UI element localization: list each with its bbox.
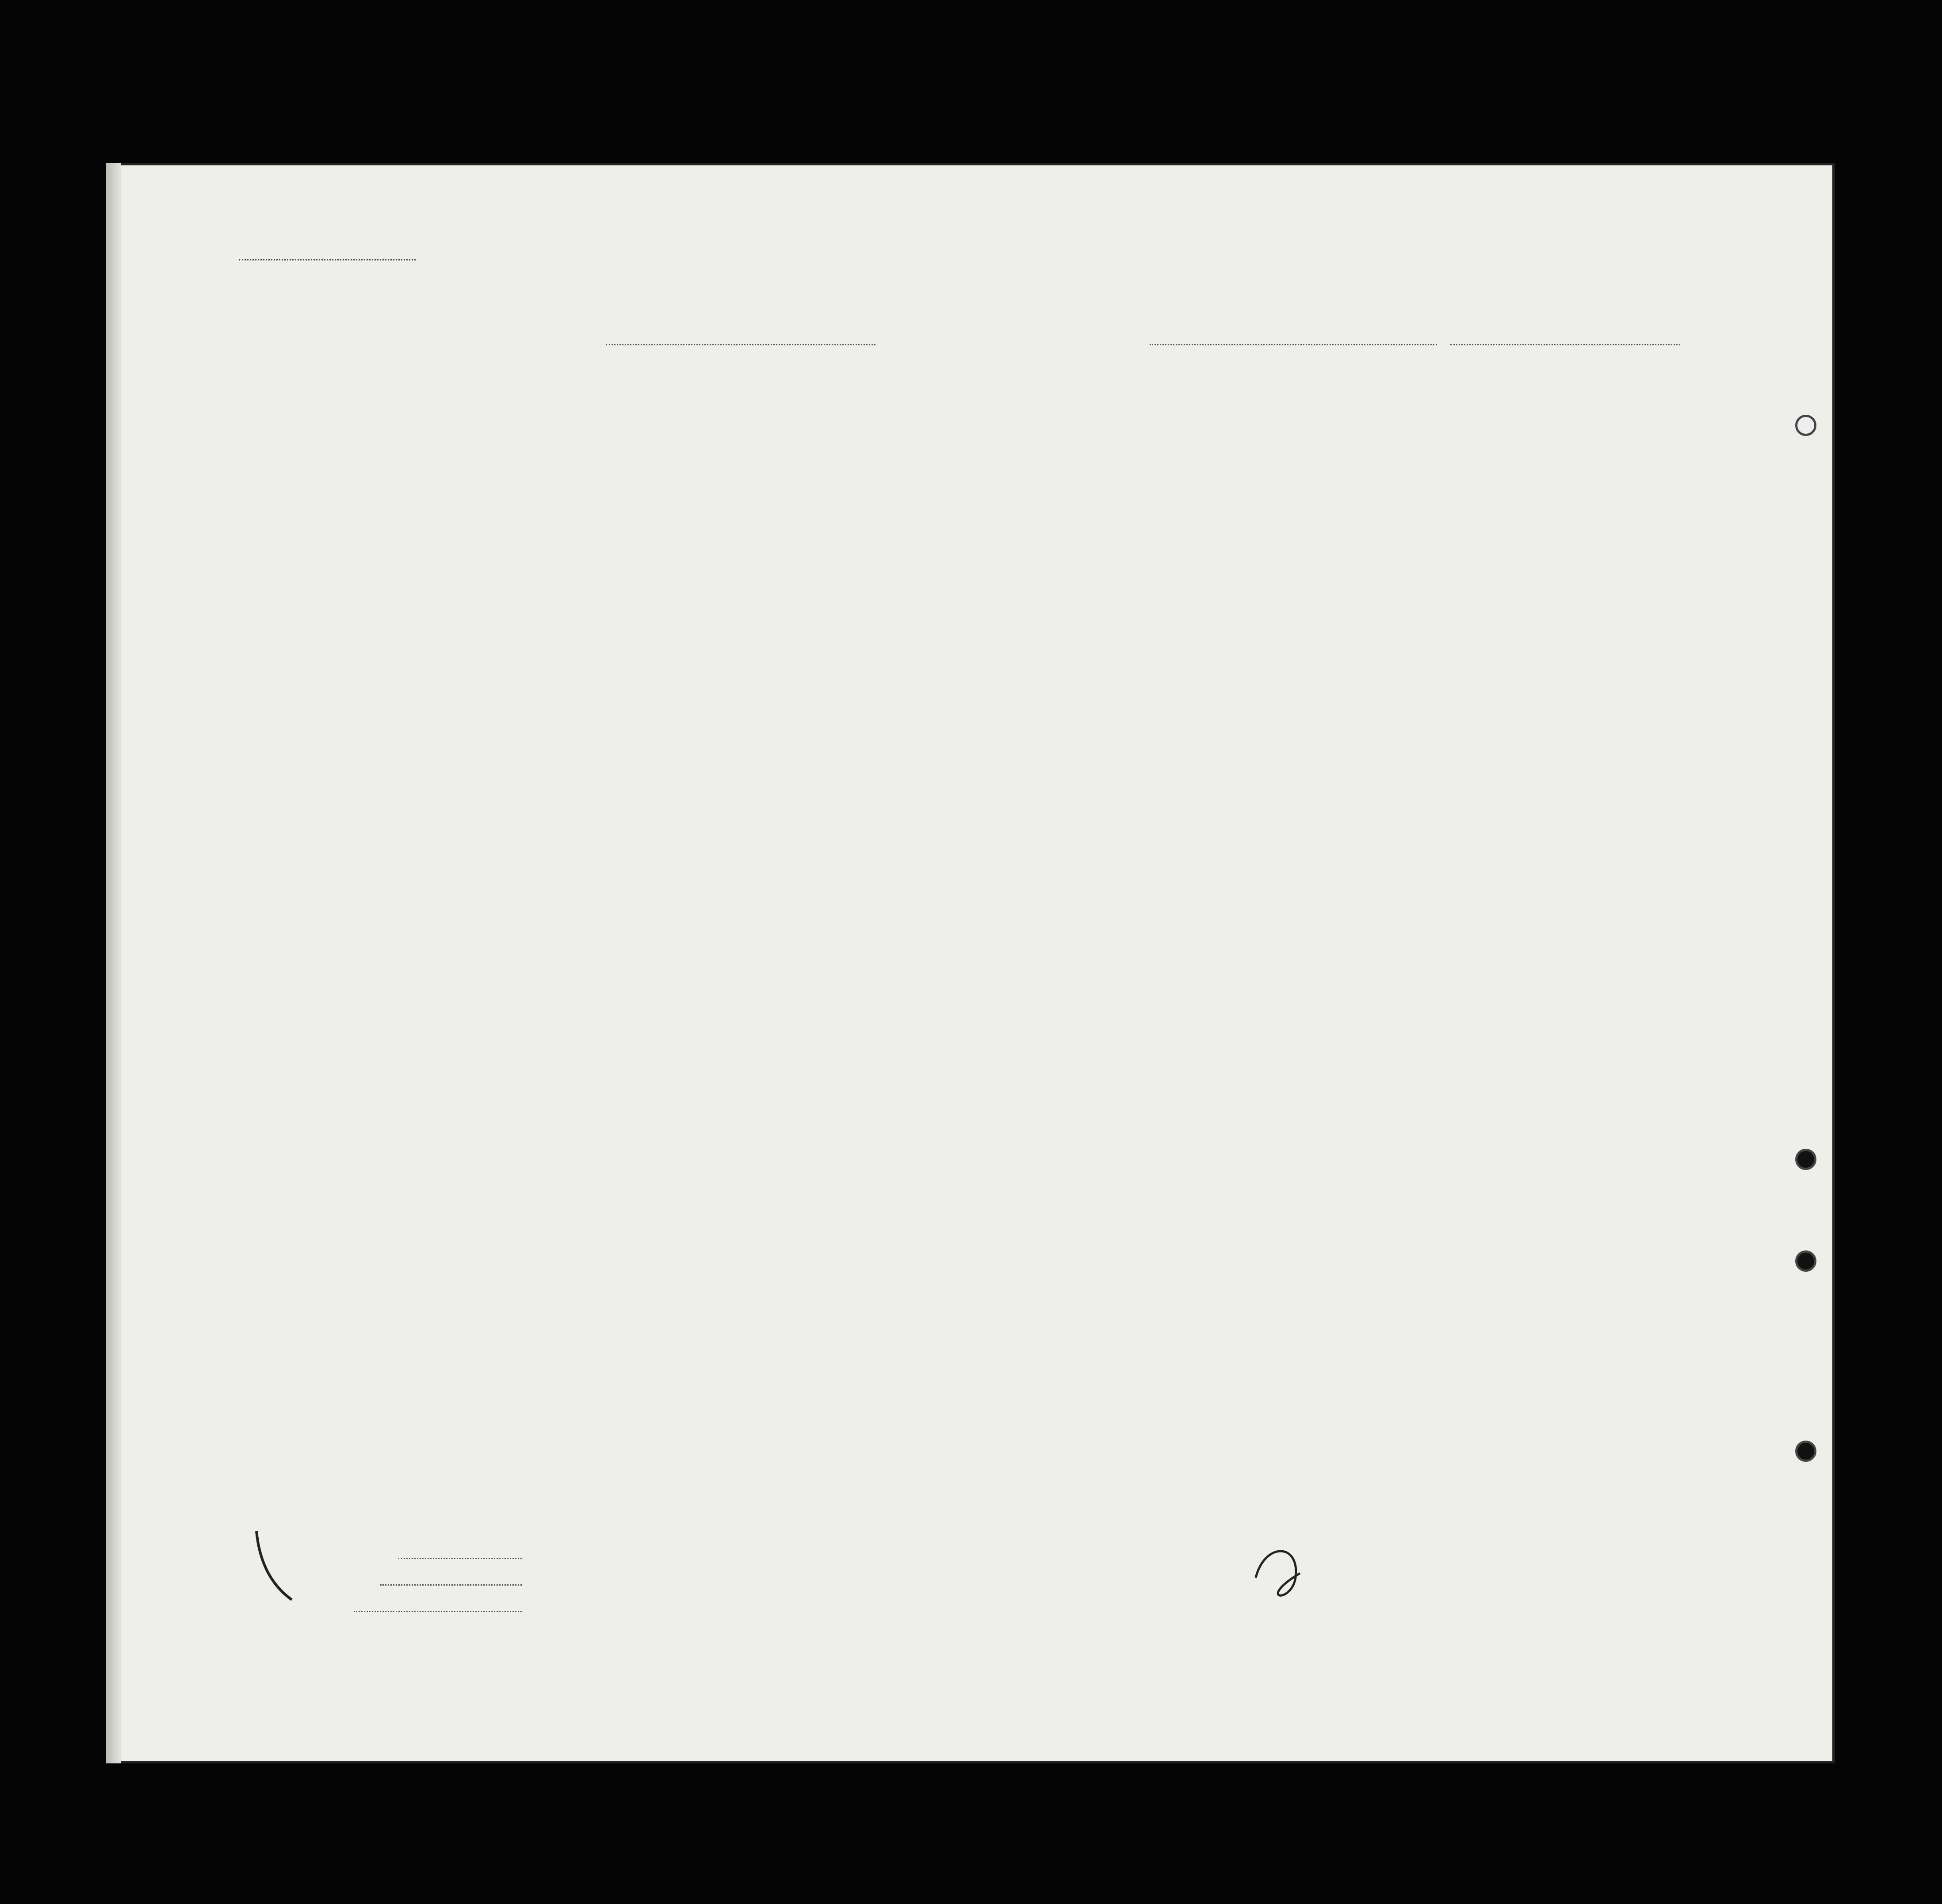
footer-bracket-mark bbox=[256, 1531, 292, 1600]
manifest-sheet bbox=[106, 163, 1835, 1763]
footer-marks bbox=[106, 163, 1835, 1763]
binder-hole bbox=[1795, 1441, 1816, 1462]
binder-hole bbox=[1795, 415, 1816, 436]
footer-signature-mark bbox=[1256, 1551, 1300, 1595]
binder-hole bbox=[1795, 1250, 1816, 1272]
binder-hole bbox=[1795, 1149, 1816, 1170]
